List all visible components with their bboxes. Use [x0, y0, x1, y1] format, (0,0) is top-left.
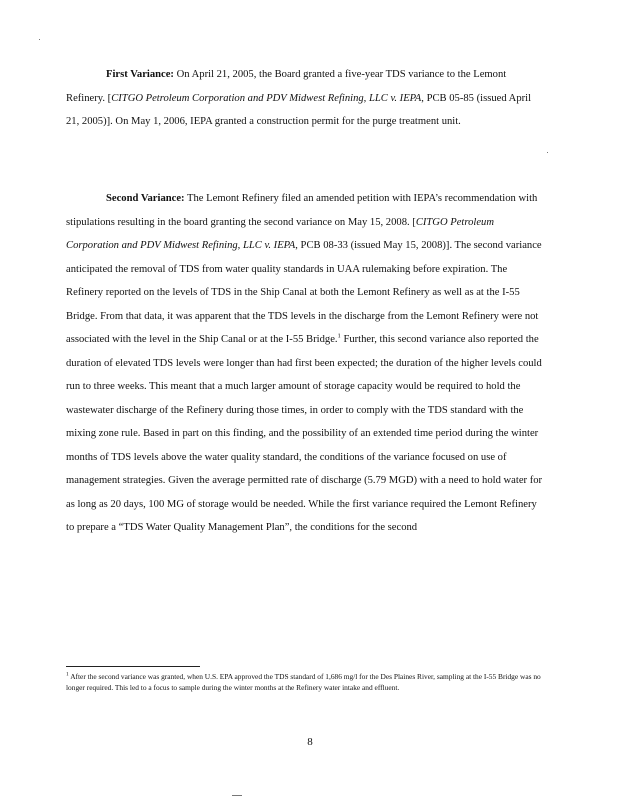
- footnote-reference: 1: [337, 332, 341, 340]
- footnote-marker: 1: [66, 671, 69, 678]
- second-variance-paragraph: [66, 187, 546, 540]
- second-variance-text-a: The Lemont Refinery filed an amended petition with IEPA’s recommendation with stipulations resulting in the board granting the second variance on May 15, 2008. [: [66, 193, 538, 228]
- footnote: [66, 672, 546, 693]
- first-variance-text-b: , PCB 05-85 (issued April 21, 2005)]. On May 1, 2006, IEPA granted a construction permit for the purge treatment unit.: [66, 92, 532, 127]
- first-variance-text-a: On April 21, 2005, the Board granted a five-year TDS variance to the Lemont Refinery. [: [66, 69, 507, 104]
- footnote-text: After the second variance was granted, when U.S. EPA approved the TDS standard of 1,686 mg/l for the Des Plaines River, sampling at the I-55 Bridge was no longer required. This led to a focus to sample during the winter months at the Refinery water intake and effluent.: [66, 672, 541, 692]
- footnote-separator: [66, 666, 200, 667]
- second-variance-text-b: , PCB 08-33 (issued May 15, 2008)]. The second variance anticipated the removal of TDS from water quality standards in UAA rulemaking before expiration. The Refinery reported on the levels of TDS in the Ship Canal at both the Lemont Refinery as well as at the I-55 Bridge. From that data, it was apparent that the TDS levels in the discharge from the Lemont Refinery were not associated with the level in the Ship Canal or at the I-55 Bridge.: [66, 240, 542, 345]
- second-variance-heading: Second Variance:: [106, 193, 185, 204]
- second-variance-citation: CITGO Petroleum Corporation and PDV Midwest Refining, LLC v. IEPA: [66, 216, 494, 251]
- first-variance-heading: First Variance:: [106, 69, 174, 80]
- scan-speck: [232, 795, 242, 796]
- first-variance-citation: CITGO Petroleum Corporation and PDV Midwest Refining, LLC v. IEPA: [111, 92, 422, 104]
- scan-speck: [547, 152, 548, 153]
- second-variance-text-c: Further, this second variance also reported the duration of elevated TDS levels were longer than had first been expected; the duration of the higher levels could run to three weeks. This meant that a much larger amount of storage capacity would be required to hold the wastewater discharge of the Refinery during those times, in order to comply with the TDS standard with the mixing zone rule. Based in part on this finding, and the possibility of an extended time period during the winter months of TDS levels above the water quality standard, the conditions of the variance focused on use of management strategies. Given the average permitted rate of discharge (5.79 MGD) with a need to hold water for as long as 20 days, 100 MG of storage would be needed. While the first variance required the Lemont Refinery to prepare a “TDS Water Quality Management Plan”, the conditions for the second: [66, 334, 543, 533]
- page-number: 8: [307, 736, 313, 748]
- first-variance-paragraph: [66, 63, 546, 134]
- scan-speck: [39, 39, 40, 40]
